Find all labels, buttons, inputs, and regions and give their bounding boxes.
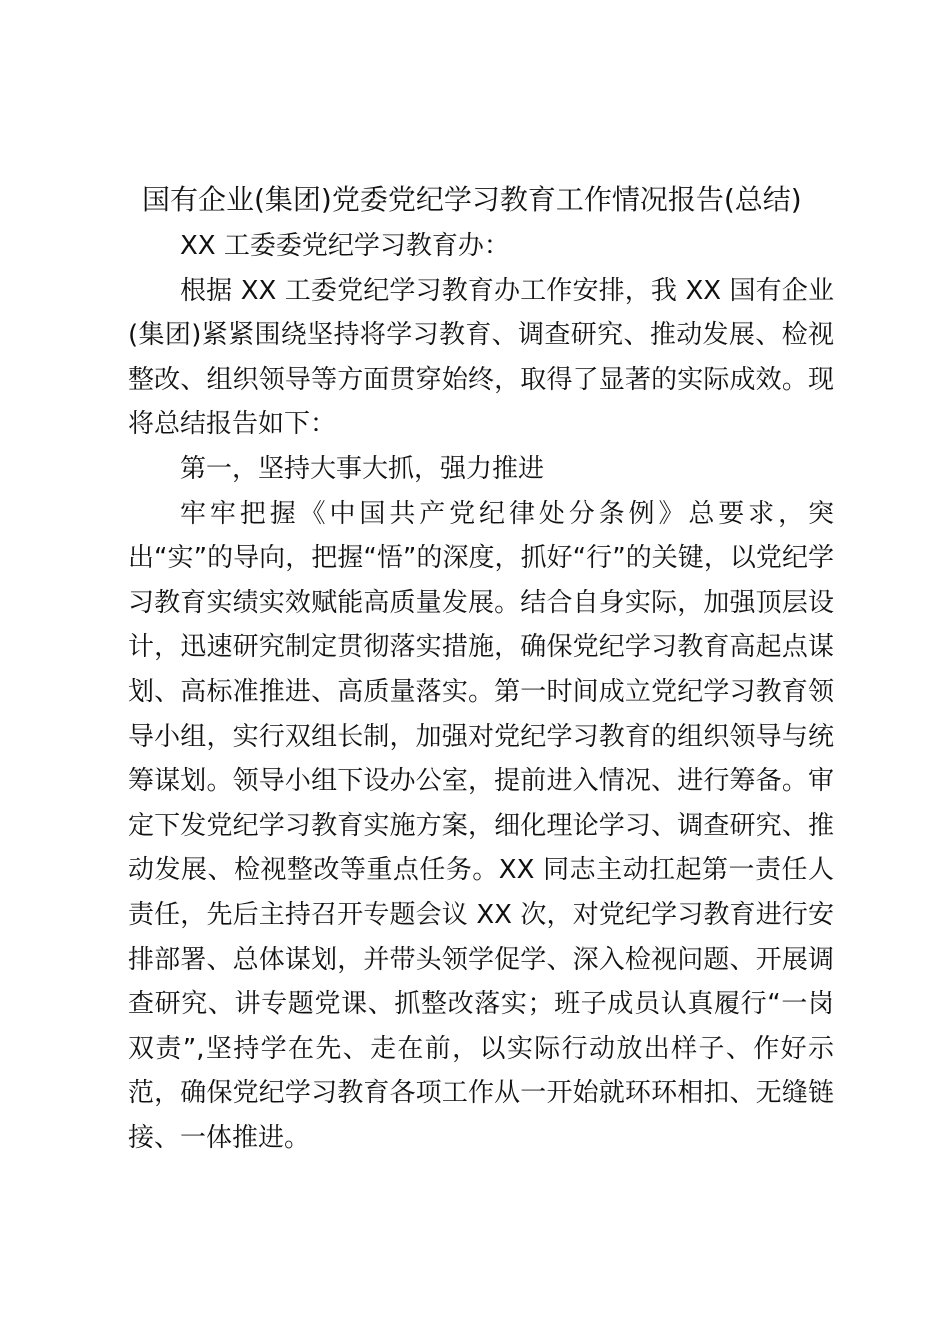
document-title: 国有企业(集团)党委党纪学习教育工作情况报告(总结) xyxy=(142,183,802,216)
greeting-line: XX 工委委党纪学习教育办： xyxy=(180,231,510,261)
document-content xyxy=(128,180,834,1160)
intro-paragraph: 根据 XX 工委党纪学习教育办工作安排，我 XX 国有企业(集团)紧紧围绕坚持将学习教育、调查研究、推动发展、检视整改、组织领导等方面贯穿始终，取得了显著的实际成效。现将总结报告如下： xyxy=(128,275,834,440)
section-heading-first: 第一，坚持大事大抓，强力推进 xyxy=(180,453,545,484)
body-paragraph-first: 牢牢把握《中国共产党纪律处分条例》总要求，突出“实”的导向，把握“悟”的深度，抓好“行”的关键，以党纪学习教育实绩实效赋能高质量发展。结合自身实际，加强顶层设计，迅速研究制定贯彻落实措施，确保党纪学习教育高起点谋划、高标准推进、高质量落实。第一时间成立党纪学习教育领导小组，实行双组长制，加强对党纪学习教育的组织领导与统筹谋划。领导小组下设办公室，提前进入情况、进行筹备。审定下发党纪学习教育实施方案，细化理论学习、调查研究、推动发展、检视整改等重点任务。XX 同志主动扛起第一责任人责任，先后主持召开专题会议 XX 次，对党纪学习教育进行安排部署、总体谋划，并带头领学促学、深入检视问题、开展调查研究、讲专题党课、抓整改落实；班子成员认真履行“一岗双责”,坚持学在先、走在前，以实际行动放出样子、作好示范，确保党纪学习教育各项工作从一开始就环环相扣、无缝链接、一体推进。 xyxy=(128,498,834,1153)
